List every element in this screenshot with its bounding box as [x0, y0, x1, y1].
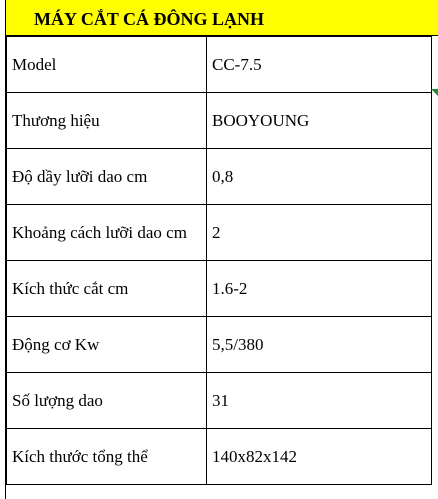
table-row [7, 93, 432, 149]
value-cell-overall-size[interactable]: 140x82x142 [207, 429, 432, 485]
right-margin [431, 36, 438, 499]
label-cell-brand[interactable]: Thương hiệu [7, 93, 207, 149]
label-cell-overall-size[interactable]: Kích thước tổng thể [7, 429, 207, 485]
value-cell-motor[interactable]: 5,5/380 [207, 317, 432, 373]
table-row [7, 149, 432, 205]
value-cell-cut-size[interactable]: 1.6-2 [207, 261, 432, 317]
label-cell-motor[interactable]: Động cơ Kw [7, 317, 207, 373]
selection-fill-handle[interactable] [431, 89, 438, 96]
value-cell-blade-spacing[interactable]: 2 [207, 205, 432, 261]
label-cell-cut-size[interactable]: Kích thức cắt cm [7, 261, 207, 317]
value-cell-model[interactable]: CC-7.5 [207, 37, 432, 93]
label-cell-model[interactable]: Model [7, 37, 207, 93]
table-row [7, 205, 432, 261]
table-row [7, 261, 432, 317]
table-row [7, 37, 432, 93]
sheet-title: MÁY CẮT CÁ ĐÔNG LẠNH [34, 9, 265, 29]
title-cell[interactable] [0, 0, 438, 36]
table-row [7, 429, 432, 485]
table-row [7, 373, 432, 429]
bottom-margin [0, 492, 438, 499]
label-cell-blade-thickness[interactable]: Độ dầy lưỡi dao cm [7, 149, 207, 205]
spec-table [6, 36, 432, 485]
label-cell-blade-count[interactable]: Số lượng dao [7, 373, 207, 429]
value-cell-blade-thickness[interactable]: 0,8 [207, 149, 432, 205]
table-row [7, 317, 432, 373]
value-cell-blade-count[interactable]: 31 [207, 373, 432, 429]
label-cell-blade-spacing[interactable]: Khoảng cách lưỡi dao cm [7, 205, 207, 261]
value-cell-brand[interactable]: BOOYOUNG [207, 93, 432, 149]
